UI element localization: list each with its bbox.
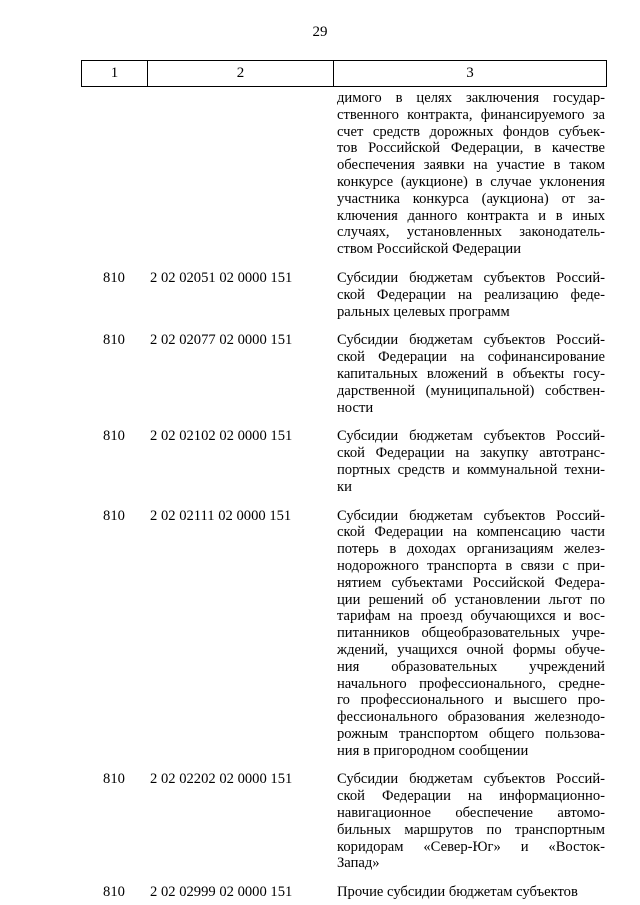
description-line: счет средств дорожных фондов субъек- [337, 123, 605, 140]
description-line: Субсидии бюджетам субъектов Россий- [337, 507, 605, 524]
description-line: портных средств и коммунальной техни- [337, 461, 605, 478]
description-line: ния образовательных учреждений [337, 658, 605, 675]
description-line: случаях, установленных законодатель- [337, 224, 605, 241]
table-row [81, 884, 607, 901]
description-line: ской Федерации на реализацию феде- [337, 286, 605, 303]
description-cell [337, 771, 605, 872]
description-cell [337, 270, 605, 320]
description-line: конкурсе (аукционе) в случае уклонения [337, 173, 605, 190]
description-line: капитальных вложений в объекты госу- [337, 365, 605, 382]
description-line: нятием субъектами Российской Федера- [337, 574, 605, 591]
description-line: коридорам «Север-Юг» и «Восток- [337, 838, 605, 855]
description-line: димого в целях заключения государ- [337, 90, 605, 106]
description-line: тарифам на проезд обучающихся и вос- [337, 608, 605, 625]
table-row [81, 771, 607, 872]
description-line: ской Федерации на закупку автотранс- [337, 445, 605, 462]
admin-code-cell: 810 [103, 507, 125, 524]
description-cell [337, 90, 605, 258]
admin-code-cell: 810 [103, 771, 125, 788]
description-line: ности [337, 399, 374, 416]
revenue-code-cell: 2 02 02202 02 0000 151 [150, 771, 293, 788]
column-header-1: 1 [82, 61, 148, 86]
admin-code-cell: 810 [103, 332, 125, 349]
revenue-code-cell [147, 90, 333, 258]
description-line: фессионального образования железнодо- [337, 709, 605, 726]
description-line: бильных маршрутов по транспортным [337, 821, 605, 838]
revenue-code-cell: 2 02 02999 02 0000 151 [150, 884, 293, 901]
description-line: обеспечения заявки на участие в таком [337, 157, 605, 174]
column-header-2: 2 [148, 61, 334, 86]
description-line: ключения данного контракта и в иных [337, 207, 605, 224]
description-line: ством Российской Федерации [337, 241, 522, 258]
admin-code-cell: 810 [103, 884, 125, 901]
description-line: го профессионального и высшего про- [337, 692, 605, 709]
admin-code-cell: 810 [103, 428, 125, 445]
description-line: ской Федерации на софинансирование [337, 349, 605, 366]
description-cell [337, 332, 605, 416]
description-line: рожным транспортом общего пользова- [337, 725, 605, 742]
table-row-continuation [81, 90, 607, 258]
revenue-code-cell: 2 02 02077 02 0000 151 [150, 332, 293, 349]
page-number: 29 [312, 24, 328, 40]
table-row [81, 270, 607, 320]
table-row [81, 508, 607, 760]
description-line: навигационное обеспечение автомо- [337, 805, 605, 822]
description-line: ской Федерации на информационно- [337, 788, 605, 805]
table-row [81, 332, 607, 416]
description-line: Субсидии бюджетам субъектов Россий- [337, 269, 605, 286]
description-line: ждений, учащихся очной формы обуче- [337, 641, 605, 658]
description-line: питанников общеобразовательных учре- [337, 625, 605, 642]
admin-code-cell [81, 90, 147, 258]
description-line: Субсидии бюджетам субъектов Россий- [337, 428, 605, 445]
description-line: Прочие субсидии бюджетам субъектов [337, 884, 578, 901]
admin-code-cell: 810 [103, 269, 125, 286]
description-line: ральных целевых программ [337, 303, 510, 320]
table-header-row [81, 60, 607, 87]
description-line: Субсидии бюджетам субъектов Россий- [337, 332, 605, 349]
description-line: участника конкурса (аукциона) от за- [337, 190, 605, 207]
description-line: ственного контракта, финансируемого за [337, 106, 605, 123]
description-cell [337, 508, 605, 760]
revenue-code-table [81, 60, 607, 901]
description-line: Субсидии бюджетам субъектов Россий- [337, 771, 605, 788]
description-line: начального профессионального, средне- [337, 675, 605, 692]
table-row [81, 428, 607, 495]
description-line: Запад» [337, 855, 380, 872]
description-line: нодорожного транспорта в связи с при- [337, 557, 605, 574]
description-line: ки [337, 478, 352, 495]
description-cell [337, 428, 605, 495]
revenue-code-cell: 2 02 02102 02 0000 151 [150, 428, 293, 445]
revenue-code-cell: 2 02 02051 02 0000 151 [150, 269, 293, 286]
description-line: ской Федерации на компенсацию части [337, 524, 605, 541]
description-line: ции решений об установлении льгот по [337, 591, 605, 608]
description-line: тов Российской Федерации, в качестве [337, 140, 605, 157]
description-line: потерь в доходах организациям желез- [337, 541, 605, 558]
description-line: дарственной (муниципальной) собствен- [337, 382, 605, 399]
description-line: ния в пригородном сообщении [337, 742, 529, 759]
description-cell [337, 884, 605, 901]
revenue-code-cell: 2 02 02111 02 0000 151 [150, 507, 292, 524]
column-header-3: 3 [466, 65, 474, 81]
